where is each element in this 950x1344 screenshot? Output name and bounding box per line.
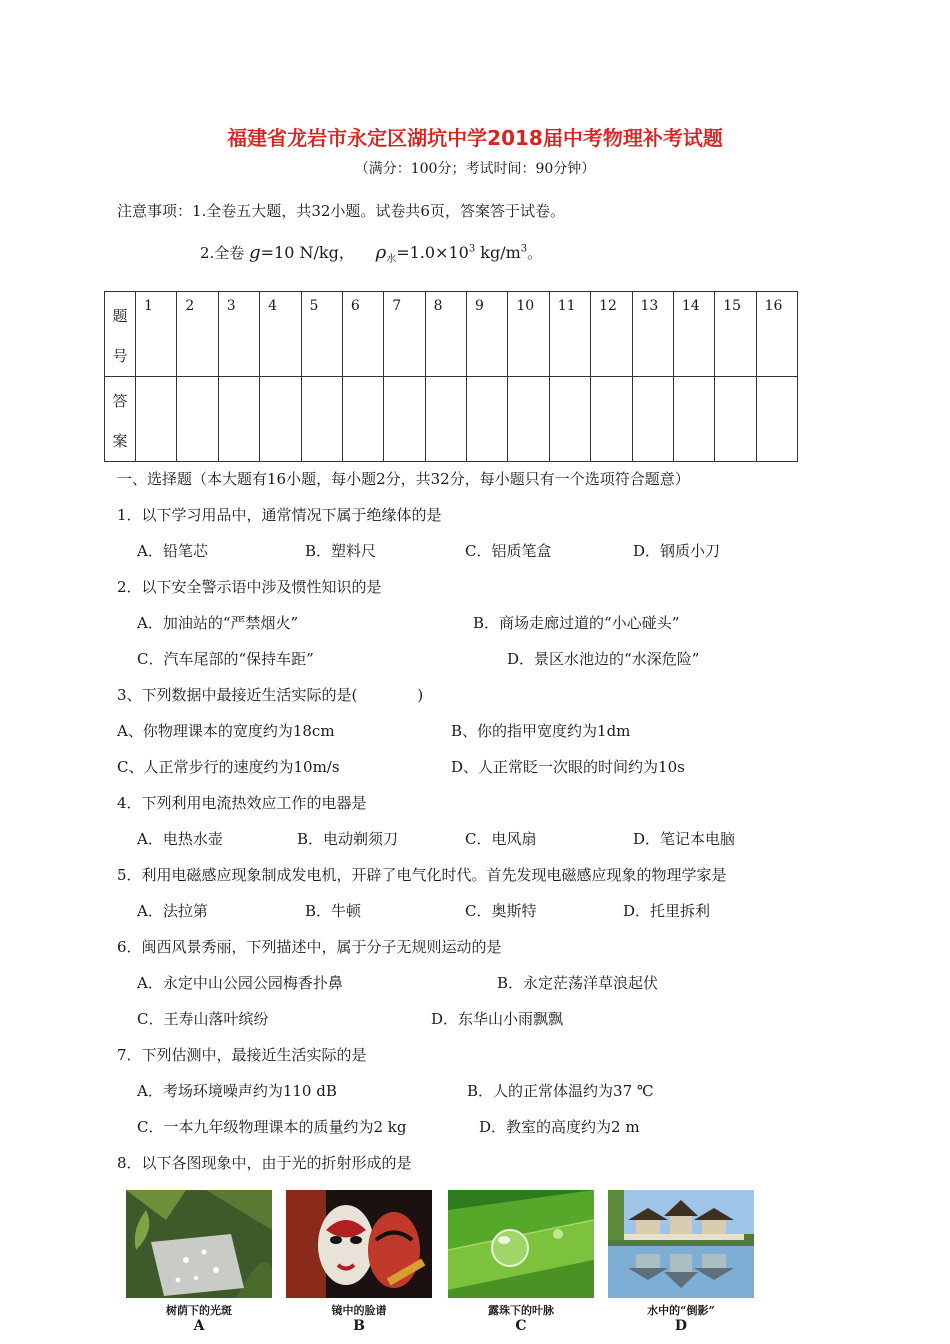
question-number-cell: 10 [508,292,549,377]
answer-cell[interactable] [301,377,342,462]
answer-cell[interactable] [756,377,797,462]
answer-table [104,291,798,462]
question-number-cell: 5 [301,292,342,377]
question-4-stem: 4．下列利用电流热效应工作的电器是 [117,794,367,812]
question-7-option-d: D．教室的高度约为2 m [479,1118,640,1136]
row-label-answer: 答 案 [105,377,136,462]
question-5-option-a: A．法拉第 [137,902,208,920]
notes-line-2-prefix: 2.全卷 [200,244,245,262]
question-1-option-b: B．塑料尺 [305,542,377,560]
answer-cell[interactable] [425,377,466,462]
answer-cell[interactable] [218,377,259,462]
page-subtitle: （满分：100分；考试时间：90分钟） [354,161,596,177]
question-number-cell: 16 [756,292,797,377]
answer-cell[interactable] [508,377,549,462]
question-1-option-a: A．铅笔芯 [137,542,208,560]
question-number-cell: 3 [218,292,259,377]
answer-table-number-row [105,292,798,377]
page-title: 福建省龙岩市永定区湖坑中学2018届中考物理补考试题 [227,126,723,150]
notes-line-2: 2.全卷 g=10 N/kg， $\rho_水=1.0\times 10^3$ $kg/m^3$。 [200,242,543,266]
question-6-option-a: A．永定中山公园公园梅香扑鼻 [137,974,343,992]
opera-mask-image [286,1190,432,1298]
answer-cell[interactable] [136,377,177,462]
notes-line-1: 注意事项：1.全卷五大题，共32小题。试卷共6页，答案答于试卷。 [117,202,565,220]
question-6-option-d: D．东华山小雨飘飘 [431,1010,564,1028]
question-5-stem: 5．利用电磁感应现象制成发电机，开辟了电气化时代。首先发现电磁感应现象的物理学家是 [117,866,727,884]
question-number-cell: 2 [177,292,218,377]
question-number-cell: 1 [136,292,177,377]
figure-b-letter: B [353,1318,365,1334]
question-number-cell: 12 [591,292,632,377]
question-7-option-b: B．人的正常体温约为37 ℃ [467,1082,654,1100]
question-6-option-c: C．王寿山落叶缤纷 [137,1010,269,1028]
answer-cell[interactable] [384,377,425,462]
question-number-cell: 8 [425,292,466,377]
question-8-stem: 8．以下各图现象中，由于光的折射形成的是 [117,1154,412,1172]
pavilion-reflection-image [608,1190,754,1298]
answer-cell[interactable] [632,377,673,462]
answer-cell[interactable] [177,377,218,462]
answer-table-answer-row [105,377,798,462]
question-6-stem: 6．闽西风景秀丽，下列描述中，属于分子无规则运动的是 [117,938,502,956]
figure-c-caption: 露珠下的叶脉 [488,1304,554,1317]
question-3-option-c: C、人正常步行的速度约为10m/s [117,758,340,776]
question-number-cell: 9 [467,292,508,377]
question-number-cell: 6 [342,292,383,377]
question-3-option-d: D、人正常眨一次眼的时间约为10s [451,758,685,776]
question-2-stem: 2．以下安全警示语中涉及惯性知识的是 [117,578,382,596]
density-formula: $\rho_水=1.0\times 10^3$ $kg/m^3$ [375,242,528,266]
question-number-cell: 11 [549,292,590,377]
question-4-option-d: D．笔记本电脑 [633,830,736,848]
leaf-shadow-image [126,1190,272,1298]
figure-d-letter: D [674,1318,688,1334]
row-label-number: 题 号 [105,292,136,377]
question-5-option-d: D．托里拆利 [623,902,711,920]
question-2-option-d: D．景区水池边的“水深危险” [507,650,700,668]
gravity-formula: g=10 N/kg， [249,242,355,263]
question-5-option-b: B．牛顿 [305,902,362,920]
question-4-option-a: A．电热水壶 [137,830,223,848]
answer-cell[interactable] [673,377,714,462]
section-heading: 一、选择题（本大题有16小题，每小题2分，共32分，每小题只有一个选项符合题意） [117,470,690,488]
dewdrop-leaf-image [448,1190,594,1298]
question-7-option-c: C．一本九年级物理课本的质量约为2 kg [137,1118,407,1136]
question-number-cell: 4 [260,292,301,377]
question-5-option-c: C．奥斯特 [465,902,537,920]
answer-cell[interactable] [342,377,383,462]
figure-a-caption: 树荫下的光斑 [166,1304,232,1317]
question-3-option-a: A、你物理课本的宽度约为18cm [117,722,335,740]
question-2-option-b: B．商场走廊过道的“小心碰头” [473,614,680,632]
question-1-option-d: D．钢质小刀 [633,542,721,560]
question-3-stem: 3、下列数据中最接近生活实际的是( ) [117,686,424,704]
question-3-option-b: B、你的指甲宽度约为1dm [451,722,631,740]
question-1-option-c: C．铝质笔盒 [465,542,552,560]
figure-d-caption: 水中的“倒影” [647,1304,715,1317]
question-4-option-c: C．电风扇 [465,830,537,848]
question-7-stem: 7．下列估测中，最接近生活实际的是 [117,1046,367,1064]
question-2-option-c: C．汽车尾部的“保持车距” [137,650,314,668]
question-2-option-a: A．加油站的“严禁烟火” [137,614,299,632]
question-number-cell: 7 [384,292,425,377]
figure-b-caption: 镜中的脸谱 [331,1304,387,1317]
figure-a-letter: A [193,1318,205,1334]
question-number-cell: 15 [715,292,756,377]
question-7-option-a: A．考场环境噪声约为110 dB [137,1082,337,1100]
question-number-cell: 13 [632,292,673,377]
question-4-option-b: B．电动剃须刀 [297,830,399,848]
answer-cell[interactable] [260,377,301,462]
answer-cell[interactable] [467,377,508,462]
figure-c-letter: C [515,1318,527,1334]
question-6-option-b: B．永定茫荡洋草浪起伏 [497,974,659,992]
answer-cell[interactable] [549,377,590,462]
question-number-cell: 14 [673,292,714,377]
question-1-stem: 1．以下学习用品中，通常情况下属于绝缘体的是 [117,506,442,524]
answer-cell[interactable] [715,377,756,462]
answer-cell[interactable] [591,377,632,462]
